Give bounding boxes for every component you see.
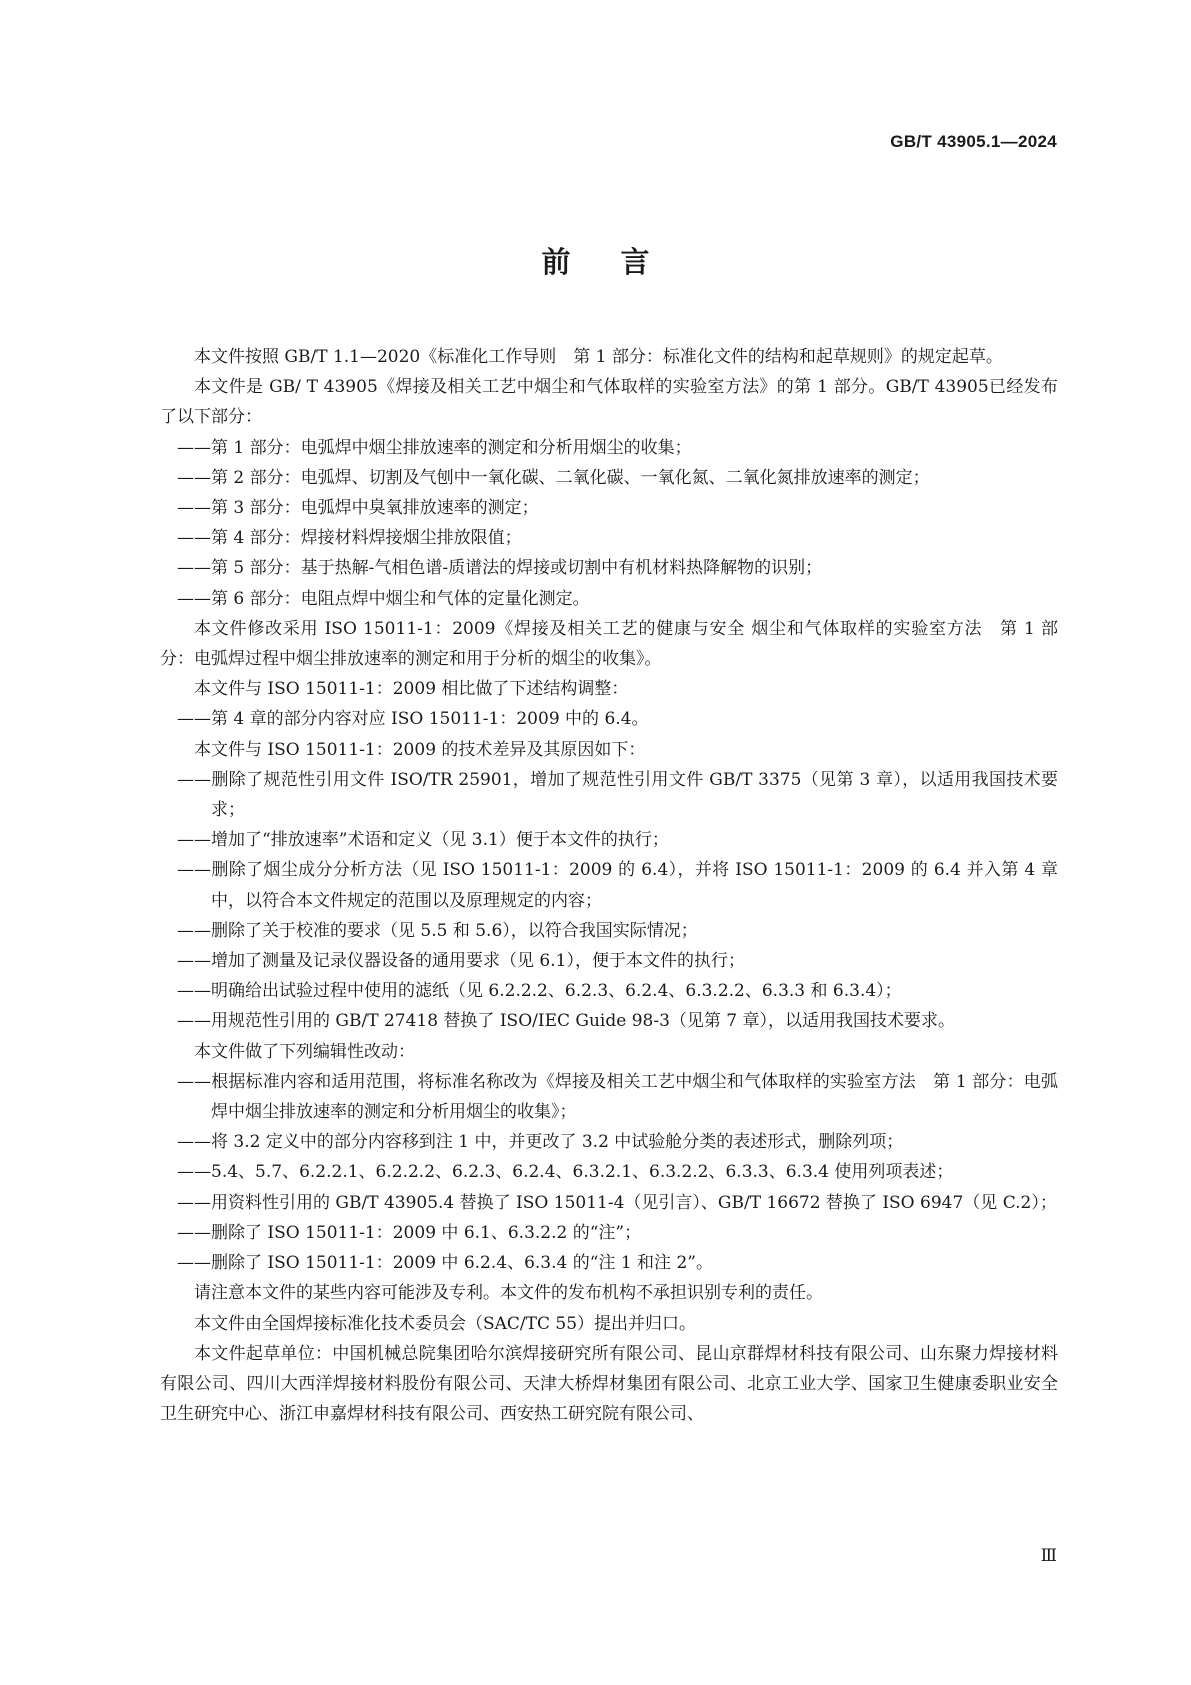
list-item: ——第 3 部分：电弧焊中臭氧排放速率的测定； (177, 498, 539, 519)
list-item: ——将 3.2 定义中的部分内容移到注 1 中，并更改了 3.2 中试验舱分类的表述形式，删除列项； (177, 1132, 904, 1153)
list-item: ——删除了烟尘成分分析方法（见 ISO 15011-1：2009 的 6.4），并将 ISO 15011-1：2009 的 6.4 并入第 4 章中，以符合本文件规定的范围以及原理规定的内容； (177, 860, 1058, 911)
list-item: ——增加了“排放速率”术语和定义（见 3.1）便于本文件的执行； (177, 830, 669, 851)
paragraph: 本文件是 GB/ T 43905《焊接及相关工艺中烟尘和气体取样的实验室方法》的第 1 部分。GB/T 43905已经发布了以下部分： (160, 377, 1058, 428)
paragraph: 请注意本文件的某些内容可能涉及专利。本文件的发布机构不承担识别专利的责任。 (194, 1283, 823, 1304)
list-item: ——第 6 部分：电阻点焊中烟尘和气体的定量化测定。 (177, 588, 590, 609)
list-item: ——用规范性引用的 GB/T 27418 替换了 ISO/IEC Guide 98-3（见第 7 章），以适用我国技术要求。 (177, 1011, 956, 1032)
standard-code: GB/T 43905.1—2024 (890, 132, 1057, 151)
paragraph: 本文件做了下列编辑性改动： (194, 1041, 415, 1062)
list-item: ——第 4 章的部分内容对应 ISO 15011-1：2009 中的 6.4。 (177, 709, 649, 730)
paragraph: 本文件按照 GB/T 1.1—2020《标准化工作导则 第 1 部分：标准化文件的结构和起草规则》的规定起草。 (194, 347, 1003, 367)
list-item: ——删除了 ISO 15011-1：2009 中 6.2.4、6.3.4 的“注 1 和注 2”。 (177, 1253, 713, 1274)
paragraph: 本文件与 ISO 15011-1：2009 的技术差异及其原因如下： (194, 739, 646, 760)
list-item: ——用资料性引用的 GB/T 43905.4 替换了 ISO 15011-4（见引言）、GB/T 16672 替换了 ISO 6947（见 C.2）； (177, 1192, 1057, 1213)
list-item: ——增加了测量及记录仪器设备的通用要求（见 6.1），便于本文件的执行； (177, 951, 745, 972)
list-item: ——删除了 ISO 15011-1：2009 中 6.1、6.3.2.2 的“注”； (177, 1222, 642, 1243)
paragraph: 本文件起草单位：中国机械总院集团哈尔滨焊接研究所有限公司、昆山京群焊材科技有限公司、山东聚力焊接材料有限公司、四川大西洋焊接材料股份有限公司、天津大桥焊材集团有限公司、北京工业大学、国家卫生健康委职业安全卫生研究中心、浙江申嘉焊材科技有限公司、西安热工研究院有限公司、 (160, 1343, 1058, 1425)
list-item: ——第 2 部分：电弧焊、切割及气刨中一氧化碳、二氧化碳、一氧化氮、二氧化氮排放速率的测定； (177, 467, 930, 488)
list-item: ——删除了规范性引用文件 ISO/TR 25901，增加了规范性引用文件 GB/T 3375（见第 3 章），以适用我国技术要求； (177, 769, 1058, 821)
list-item: ——根据标准内容和适用范围，将标准名称改为《焊接及相关工艺中烟尘和气体取样的实验室方法 第 1 部分：电弧焊中烟尘排放速率的测定和分析用烟尘的收集》； (177, 1071, 1058, 1123)
document-body (160, 342, 1058, 1429)
list-item: ——明确给出试验过程中使用的滤纸（见 6.2.2.2、6.2.3、6.2.4、6.3.2.2、6.3.3 和 6.3.4）； (177, 981, 902, 1002)
list-item: ——第 5 部分：基于热解-气相色谱-质谱法的焊接或切割中有机材料热降解物的识别； (177, 558, 823, 579)
list-item: ——5.4、5.7、6.2.2.1、6.2.2.2、6.2.3、6.2.4、6.3.2.1、6.3.2.2、6.3.3、6.3.4 使用列项表述； (177, 1162, 954, 1183)
list-item: ——第 4 部分：焊接材料焊接烟尘排放限值； (177, 528, 522, 549)
paragraph: 本文件由全国焊接标准化技术委员会（SAC/TC 55）提出并归口。 (194, 1313, 697, 1334)
paragraph: 本文件与 ISO 15011-1：2009 相比做了下述结构调整： (194, 679, 629, 700)
page-title: 前言 (541, 245, 700, 279)
page-number: Ⅲ (1040, 1546, 1057, 1566)
list-item: ——删除了关于校准的要求（见 5.5 和 5.6），以符合我国实际情况； (177, 920, 698, 941)
paragraph: 本文件修改采用 ISO 15011-1：2009《焊接及相关工艺的健康与安全 烟尘和气体取样的实验室方法 第 1 部分：电弧焊过程中烟尘排放速率的测定和用于分析的烟尘的收集》。 (160, 618, 1058, 670)
list-item: ——第 1 部分：电弧焊中烟尘排放速率的测定和分析用烟尘的收集； (177, 437, 692, 458)
